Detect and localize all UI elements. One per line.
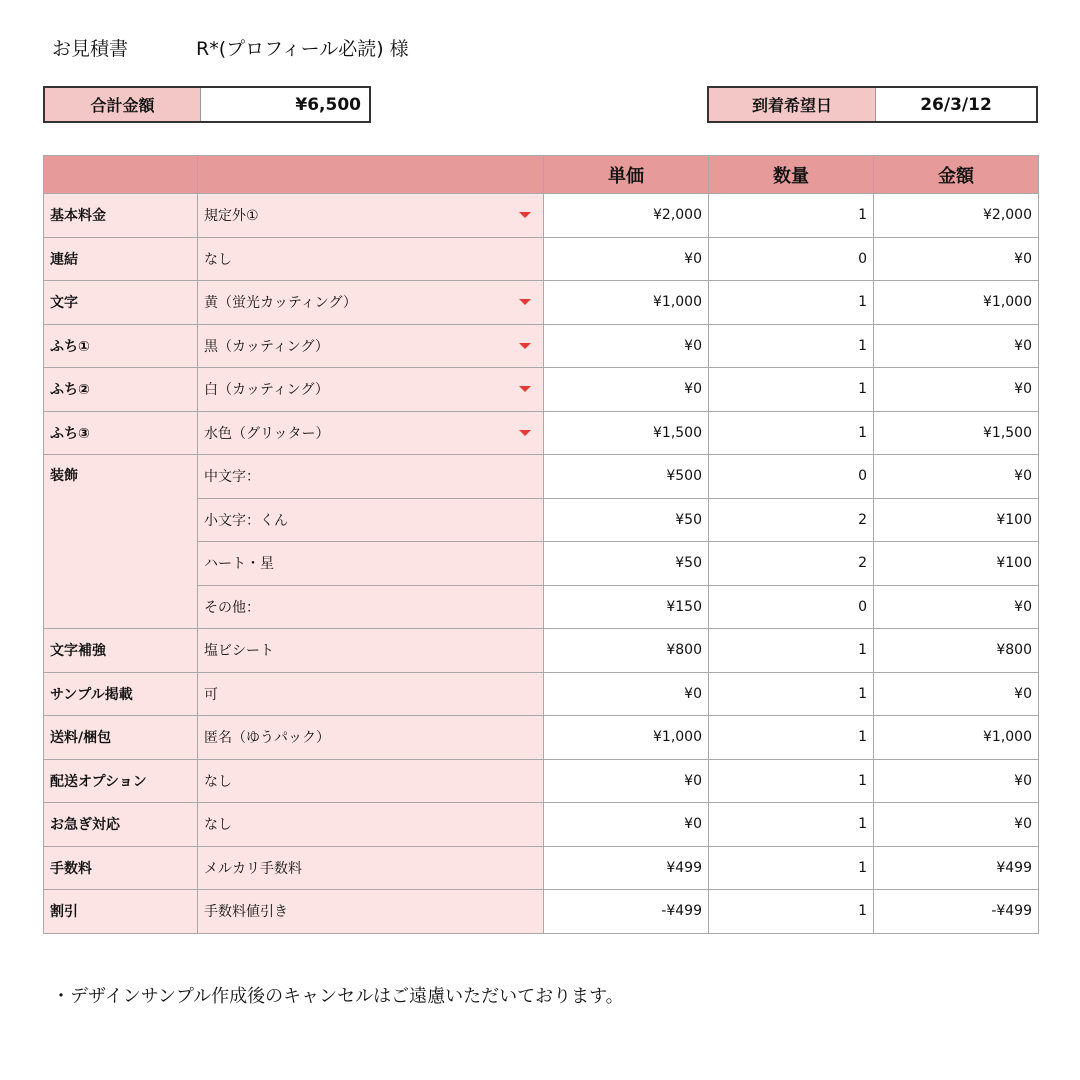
table-row: [44, 194, 1039, 238]
row-item: [198, 585, 544, 629]
table-row: [44, 411, 1039, 455]
row-category: 配送オプション: [44, 759, 198, 803]
row-amount: ¥0: [874, 455, 1039, 499]
row-item-label: 匿名（ゆうパック）: [204, 730, 330, 747]
customer-name: R*(プロフィール必読) 様: [196, 38, 409, 60]
table-row: [44, 759, 1039, 803]
row-amount: ¥800: [874, 629, 1039, 673]
row-quantity: 0: [709, 237, 874, 281]
row-item: [198, 498, 544, 542]
row-category: 割引: [44, 890, 198, 934]
row-quantity: 2: [709, 542, 874, 586]
row-unit-price: -¥499: [544, 890, 709, 934]
header-quantity: 数量: [709, 156, 874, 194]
row-category: ふち①: [44, 324, 198, 368]
row-category: 手数料: [44, 846, 198, 890]
row-amount: ¥100: [874, 542, 1039, 586]
row-unit-price: ¥1,000: [544, 716, 709, 760]
dropdown-arrow-icon[interactable]: [519, 299, 531, 305]
row-item: [198, 803, 544, 847]
row-amount: ¥1,000: [874, 716, 1039, 760]
row-quantity: 1: [709, 672, 874, 716]
row-quantity: 1: [709, 194, 874, 238]
row-unit-price: ¥0: [544, 672, 709, 716]
row-item: [198, 542, 544, 586]
row-item-label: 塩ビシート: [204, 643, 274, 660]
row-item: [198, 629, 544, 673]
row-item: [198, 237, 544, 281]
row-quantity: 1: [709, 716, 874, 760]
row-amount: ¥0: [874, 585, 1039, 629]
header-amount: 金額: [874, 156, 1039, 194]
row-category: ふち②: [44, 368, 198, 412]
row-category: 送料/梱包: [44, 716, 198, 760]
row-item-select[interactable]: [198, 368, 544, 412]
row-item-select[interactable]: [198, 281, 544, 325]
row-item-label: メルカリ手数料: [204, 860, 302, 877]
row-quantity: 1: [709, 846, 874, 890]
row-category: サンプル掲載: [44, 672, 198, 716]
table-row: [44, 368, 1039, 412]
row-amount: ¥0: [874, 803, 1039, 847]
dropdown-arrow-icon[interactable]: [519, 343, 531, 349]
dropdown-arrow-icon[interactable]: [519, 386, 531, 392]
row-item-label: 中文字：: [204, 469, 260, 486]
estimate-table: [43, 155, 1039, 934]
row-unit-price: ¥0: [544, 368, 709, 412]
row-unit-price: ¥0: [544, 759, 709, 803]
table-header-row: [44, 156, 1039, 194]
row-item-label: なし: [204, 773, 232, 790]
row-item-label: なし: [204, 817, 232, 834]
total-amount-value: ¥6,500: [201, 88, 369, 121]
arrival-date-box: [707, 86, 1038, 123]
table-row: [44, 281, 1039, 325]
row-unit-price: ¥800: [544, 629, 709, 673]
table-row: [44, 455, 1039, 499]
row-unit-price: ¥150: [544, 585, 709, 629]
total-amount-label: 合計金額: [45, 88, 201, 121]
row-amount: ¥0: [874, 237, 1039, 281]
row-item-label: ハート・星: [204, 556, 274, 573]
row-item: [198, 846, 544, 890]
row-item-label: その他：: [204, 599, 260, 616]
row-category: ふち③: [44, 411, 198, 455]
arrival-date-label: 到着希望日: [709, 88, 876, 121]
row-item-label: なし: [204, 251, 232, 268]
row-quantity: 1: [709, 324, 874, 368]
row-quantity: 1: [709, 890, 874, 934]
row-unit-price: ¥2,000: [544, 194, 709, 238]
row-quantity: 0: [709, 455, 874, 499]
row-item: [198, 455, 544, 499]
table-row: [44, 716, 1039, 760]
row-item: [198, 759, 544, 803]
row-quantity: 1: [709, 803, 874, 847]
row-category: 連結: [44, 237, 198, 281]
row-quantity: 0: [709, 585, 874, 629]
row-item-label: 規定外①: [204, 208, 259, 225]
dropdown-arrow-icon[interactable]: [519, 430, 531, 436]
row-amount: ¥100: [874, 498, 1039, 542]
row-item-label: 水色（グリッター）: [204, 425, 330, 442]
row-category: 装飾: [44, 455, 198, 629]
row-unit-price: ¥500: [544, 455, 709, 499]
table-row: [44, 890, 1039, 934]
row-unit-price: ¥0: [544, 803, 709, 847]
document-title: お見積書: [52, 38, 129, 60]
dropdown-arrow-icon[interactable]: [519, 212, 531, 218]
row-item: [198, 672, 544, 716]
row-item-label: 黒（カッティング）: [204, 338, 329, 355]
row-category: 文字: [44, 281, 198, 325]
row-amount: ¥0: [874, 759, 1039, 803]
table-row: [44, 672, 1039, 716]
row-unit-price: ¥1,500: [544, 411, 709, 455]
table-row: [44, 803, 1039, 847]
row-amount: ¥2,000: [874, 194, 1039, 238]
row-item-label: 手数料値引き: [204, 904, 288, 921]
row-amount: ¥499: [874, 846, 1039, 890]
header-item: [198, 156, 544, 194]
row-unit-price: ¥50: [544, 498, 709, 542]
row-quantity: 1: [709, 759, 874, 803]
row-category: 基本料金: [44, 194, 198, 238]
row-item-select[interactable]: [198, 324, 544, 368]
arrival-date-value: 26/3/12: [876, 88, 1036, 121]
row-unit-price: ¥50: [544, 542, 709, 586]
row-amount: ¥0: [874, 324, 1039, 368]
row-unit-price: ¥499: [544, 846, 709, 890]
header-unit-price: 単価: [544, 156, 709, 194]
row-amount: ¥0: [874, 368, 1039, 412]
row-category: 文字補強: [44, 629, 198, 673]
row-quantity: 1: [709, 368, 874, 412]
table-row: [44, 237, 1039, 281]
row-item: [198, 890, 544, 934]
row-item-select[interactable]: [198, 411, 544, 455]
row-amount: ¥0: [874, 672, 1039, 716]
row-amount: -¥499: [874, 890, 1039, 934]
row-quantity: 1: [709, 411, 874, 455]
row-amount: ¥1,500: [874, 411, 1039, 455]
table-row: [44, 324, 1039, 368]
row-item: [198, 716, 544, 760]
table-row: [44, 629, 1039, 673]
row-unit-price: ¥0: [544, 237, 709, 281]
row-quantity: 1: [709, 281, 874, 325]
row-item-select[interactable]: [198, 194, 544, 238]
total-amount-box: [43, 86, 371, 123]
row-unit-price: ¥1,000: [544, 281, 709, 325]
table-row: [44, 846, 1039, 890]
row-unit-price: ¥0: [544, 324, 709, 368]
cancellation-note: ・デザインサンプル作成後のキャンセルはご遠慮いただいております。: [52, 986, 624, 1007]
header-category: [44, 156, 198, 194]
row-amount: ¥1,000: [874, 281, 1039, 325]
row-item-label: 小文字：くん: [204, 512, 288, 529]
row-item-label: 白（カッティング）: [204, 382, 329, 399]
row-quantity: 1: [709, 629, 874, 673]
row-category: お急ぎ対応: [44, 803, 198, 847]
row-quantity: 2: [709, 498, 874, 542]
row-item-label: 黄（蛍光カッティング）: [204, 295, 357, 312]
row-item-label: 可: [204, 686, 218, 703]
